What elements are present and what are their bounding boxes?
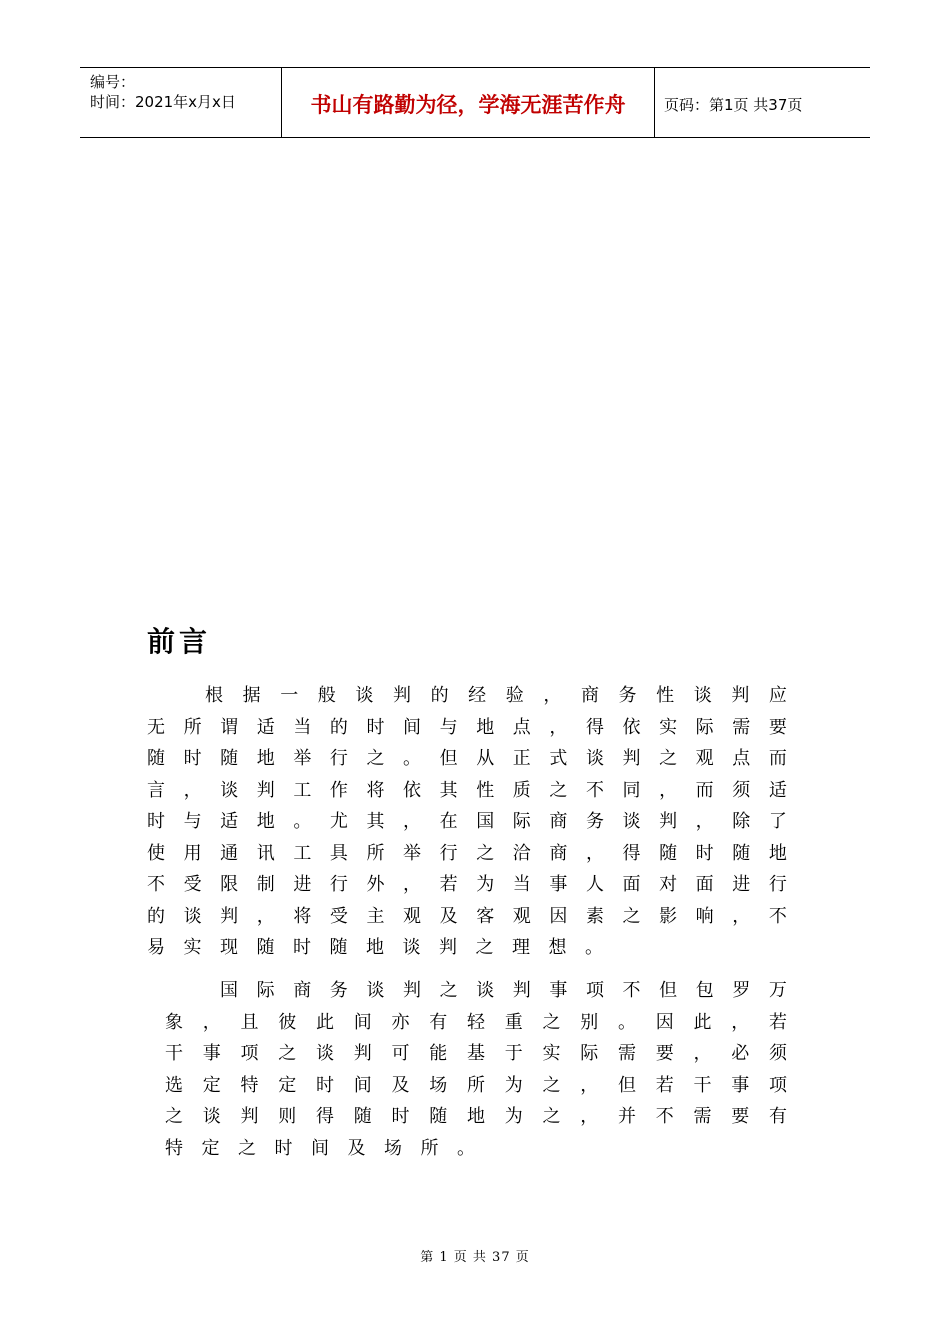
paragraph-line: 特 定 之 时 间 及 场 所 。 [165,1137,475,1159]
paragraph-line: 根 据 一 般 谈 判 的 经 验 ， 商 务 性 谈 判 应 [205,685,787,706]
date-label: 时间：2021年x月x日 [90,93,236,111]
paragraph-1 [147,680,787,964]
paragraph-line: 无 所 谓 适 当 的 时 间 与 地 点 ， 得 依 实 际 需 要 [147,716,787,738]
paragraph-line: 国 际 商 务 谈 判 之 谈 判 事 项 不 但 包 罗 万 [220,980,787,1001]
paragraph-line: 的 谈 判 ， 将 受 主 观 及 客 观 因 素 之 影 响 ， 不 [147,905,787,927]
paragraph-line: 使 用 通 讯 工 具 所 举 行 之 洽 商 ， 得 随 时 随 地 [147,842,787,864]
header-info-cell [80,68,282,137]
paragraph-line: 时 与 适 地 。 尤 其 ， 在 国 际 商 务 谈 判 ， 除 了 [147,811,787,832]
paragraph-2 [165,975,787,1164]
paragraph-line: 干 事 项 之 谈 判 可 能 基 于 实 际 需 要 ， 必 须 [165,1043,787,1064]
paragraph-line: 随 时 随 地 举 行 之 。 但 从 正 式 谈 判 之 观 点 而 [147,748,787,769]
page-title: 前言 [147,625,212,658]
paragraph-line: 之 谈 判 则 得 随 时 随 地 为 之 ， 并 不 需 要 有 [165,1106,787,1127]
paragraph-line: 选 定 特 定 时 间 及 场 所 为 之 ， 但 若 干 事 项 [165,1074,787,1096]
code-label: 编号： [90,73,136,91]
page-footer: 第 1 页 共 37 页 [420,1250,530,1265]
paragraph-line: 言 ， 谈 判 工 作 将 依 其 性 质 之 不 同 ， 而 须 适 [147,779,787,801]
paragraph-line: 易 实 现 随 时 随 地 谈 判 之 理 想 。 [147,937,603,958]
paragraph-line: 不 受 限 制 进 行 外 ， 若 为 当 事 人 面 对 面 进 行 [147,874,787,895]
document-header [80,67,870,138]
motto-text: 书山有路勤为径，学海无涯苦作舟 [310,92,626,117]
page-info: 页码：第1页 共37页 [664,95,803,114]
paragraph-line: 象 ， 且 彼 此 间 亦 有 轻 重 之 别 。 因 此 ， 若 [165,1011,787,1033]
header-motto-cell [282,68,655,137]
header-page-cell [664,68,802,137]
